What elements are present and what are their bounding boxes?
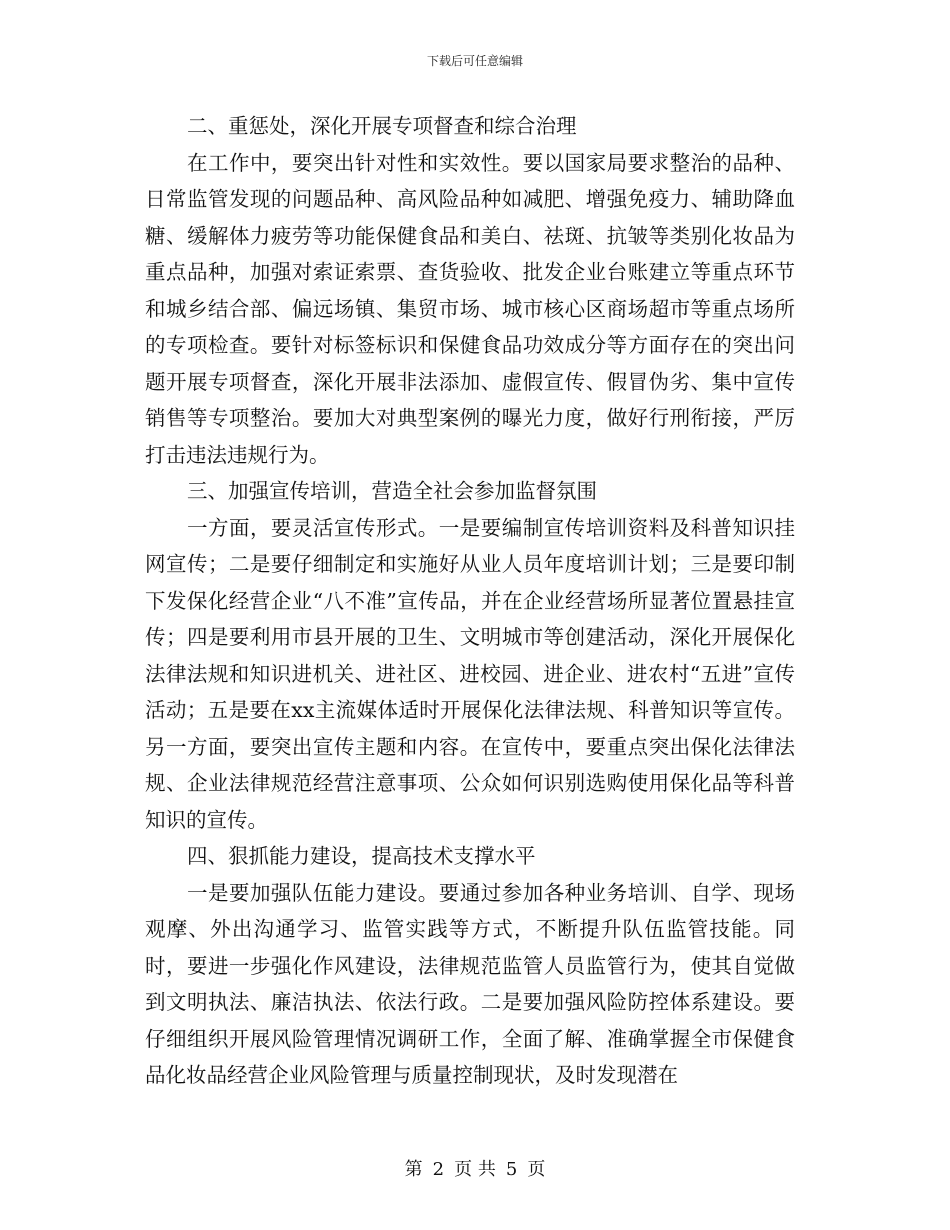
section-body-2: 在工作中，要突出针对性和实效性。要以国家局要求整治的品种、日常监管发现的问题品种、高风险品种如减肥、增强免疫力、辅助降血糖、缓解体力疲劳等功能保健食品和美白、祛斑、抗皱等类别化妆品为重点品种，加强对索证索票、查货验收、批发企业台账建立等重点环节和城乡结合部、偏远场镇、集贸市场、城市核心区商场超市等重点场所的专项检查。要针对标签标识和保健食品功效成分等方面存在的突出问题开展专项督查，深化开展非法添加、虚假宣传、假冒伪劣、集中宣传销售等专项整治。要加大对典型案例的曝光力度，做好行刑衔接，严厉打击违法违规行为。 xyxy=(145,150,795,467)
document-body xyxy=(145,108,795,1094)
section-heading-4: 四、狠抓能力建设，提高技术支撑水平 xyxy=(187,844,536,868)
footer-page-number: 2 xyxy=(432,1159,445,1180)
footer-suffix: 页 xyxy=(527,1159,546,1180)
footer-total-pages: 5 xyxy=(505,1159,518,1180)
section-body-3: 一方面，要灵活宣传形式。一是要编制宣传培训资料及科普知识挂网宣传；二是要仔细制定和实施好从业人员年度培训计划；三是要印制下发保化经营企业“八不准”宣传品，并在企业经营场所显著位置悬挂宣传；四是要利用市县开展的卫生、文明城市等创建活动，深化开展保化法律法规和知识进机关、进社区、进校园、进企业、进农村“五进”宣传活动；五是要在xx主流媒体适时开展保化法律法规、科普知识等宣传。另一方面，要突出宣传主题和内容。在宣传中，要重点突出保化法律法规、企业法律规范经营注意事项、公众如何识别选购使用保化品等科普知识的宣传。 xyxy=(145,515,795,832)
page-header: 下载后可任意编辑 xyxy=(426,54,523,68)
section-body-4: 一是要加强队伍能力建设。要通过参加各种业务培训、自学、现场观摩、外出沟通学习、监管实践等方式，不断提升队伍监管技能。同时，要进一步强化作风建设，法律规范监管人员监管行为，使其自觉做到文明执法、廉洁执法、依法行政。二是要加强风险防控体系建设。要仔细组织开展风险管理情况调研工作，全面了解、准确掌握全市保健食品化妆品经营企业风险管理与质量控制现状，及时发现潜在 xyxy=(145,880,795,1087)
footer-middle: 页 共 xyxy=(454,1159,496,1180)
page-footer xyxy=(0,1155,950,1181)
footer-prefix: 第 xyxy=(404,1159,423,1180)
section-heading-2: 二、重惩处，深化开展专项督查和综合治理 xyxy=(187,114,577,138)
section-heading-3: 三、加强宣传培训，营造全社会参加监督氛围 xyxy=(187,479,597,503)
